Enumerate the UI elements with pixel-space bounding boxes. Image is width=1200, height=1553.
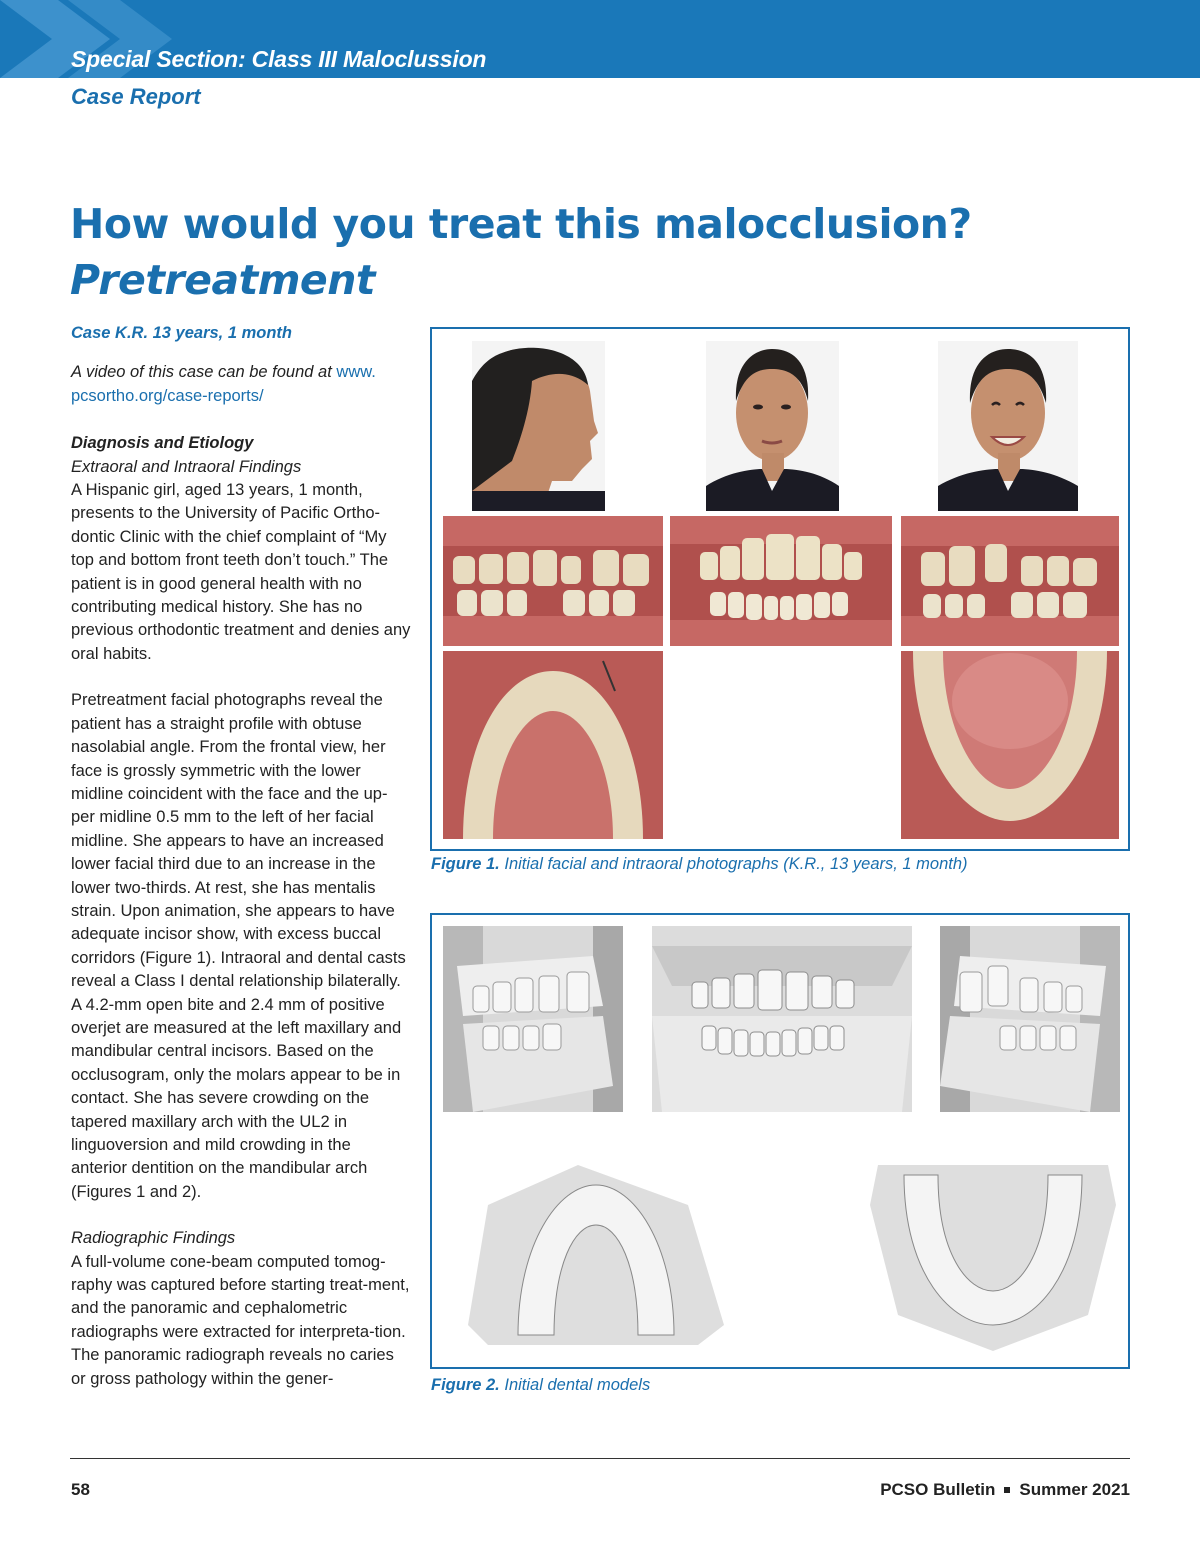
video-note-text: A video of this case can be found at (71, 363, 337, 382)
footer-divider (70, 1458, 1130, 1459)
frontal-photo (706, 341, 839, 511)
model-maxillary-occlusal (468, 1165, 724, 1345)
mandibular-occlusal-photo (901, 651, 1119, 839)
paragraph-2: Pretreatment facial photographs reveal the patient has a straight profile with obtuse nasolabial angle. From the frontal view, her face is grossly symmetric with the lower midline coincident with the face and the up-per midline 0.5 mm to the left of her facial midline. She appears to have an increased lower facial third due to an increase in the lower two-thirds. At rest, she has mentalis strain. Upon animation, she appears to have adequate incisor show, with excess buccal corridors (Figure 1). Intraoral and dental casts reveal a Class I dental relationship bilaterally. A 4.2-mm open bite and 2.4 mm of positive overjet are measured at the left maxillary and mandibular central incisors. Based on the occlusogram, only the molars appear to be in contact. She has severe crowding on the tapered maxillary arch with the UL2 in linguoversion and mild crowding in the anterior dentition on the mandibular arch (Figures 1 and 2). (71, 691, 406, 1201)
intraoral-frontal-photo (670, 516, 892, 646)
figure-1-caption (431, 855, 968, 874)
paragraph-3: A full-volume cone-beam computed tomog-raphy was captured before starting treat-ment, and the panoramic and cephalometric radiographs were extracted for interpreta-tion. The panoramic radiograph reveals no caries or gross pathology within the gener- (71, 1252, 410, 1388)
publication-name: PCSO Bulletin (880, 1480, 996, 1499)
video-note (71, 361, 411, 408)
figure-1-caption-text: Initial facial and intraoral photographs (K.R., 13 years, 1 month) (504, 855, 968, 873)
model-left-lateral (940, 926, 1120, 1112)
intraoral-right-buccal-photo (443, 516, 663, 646)
model-mandibular-occlusal (868, 1165, 1118, 1351)
profile-photo (472, 341, 605, 511)
page-title (70, 196, 1130, 308)
model-frontal (652, 926, 912, 1112)
figure-2-frame (430, 913, 1130, 1369)
footer-publication (880, 1480, 1130, 1500)
case-id: Case K.R. 13 years, 1 month (71, 324, 293, 342)
paragraph-1: A Hispanic girl, aged 13 years, 1 month, presents to the University of Pacific Ortho-dontic Clinic with the chief complaint of “My top and bottom front teeth don’t touch.” The patient is in good general health with no contributing medical history. She has no previous orthodontic treatment and denies any oral habits. (71, 481, 411, 663)
maxillary-occlusal-photo (443, 651, 663, 839)
subheading-radiographic: Radiographic Findings (71, 1229, 236, 1248)
square-bullet-icon (1004, 1487, 1010, 1493)
issue-name: Summer 2021 (1019, 1480, 1130, 1499)
figure-2-label: Figure 2. (431, 1376, 500, 1394)
heading-diagnosis: Diagnosis and Etiology (71, 434, 254, 453)
intraoral-left-buccal-photo (901, 516, 1119, 646)
figure-2-caption (431, 1376, 650, 1395)
section-title: Special Section: Class III Maloclussion (71, 46, 487, 72)
figure-2-caption-text: Initial dental models (504, 1376, 651, 1394)
subheading-findings: Extraoral and Intraoral Findings (71, 457, 302, 476)
headline-main: How would you treat this malocclusion? (70, 200, 972, 248)
case-report-label: Case Report (71, 84, 201, 109)
video-link[interactable]: www. pcsortho.org/case-reports/ (71, 363, 376, 405)
smiling-photo (938, 341, 1078, 511)
page-number: 58 (71, 1480, 90, 1499)
headline-sub: Pretreatment (70, 256, 376, 304)
figure-1-label: Figure 1. (431, 855, 500, 873)
model-right-lateral (443, 926, 623, 1112)
article-body (71, 322, 411, 1391)
figure-1-frame (430, 327, 1130, 851)
